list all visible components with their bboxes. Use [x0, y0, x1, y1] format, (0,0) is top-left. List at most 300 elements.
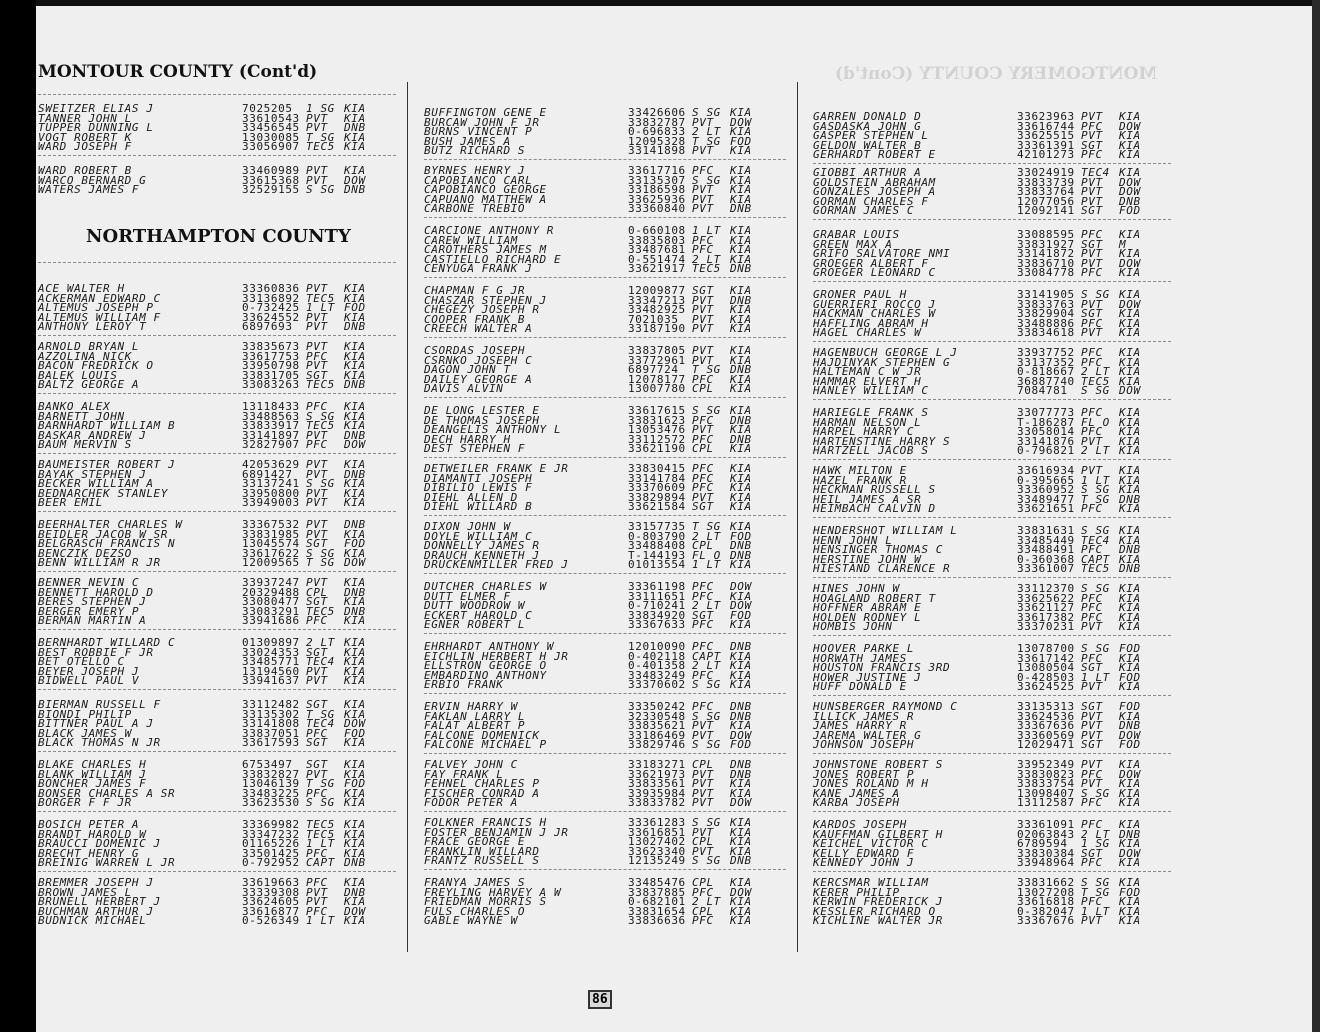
roster-rank: S SG	[692, 854, 721, 868]
roster-serial-number: 12029471	[1017, 738, 1075, 752]
roster-name: JONES ROBERT P	[813, 767, 915, 781]
group-divider	[813, 695, 1171, 696]
group-divider	[38, 811, 396, 812]
group-divider	[813, 459, 1171, 460]
roster-rank: SGT	[692, 284, 714, 297]
roster-name: CAREW WILLIAM	[424, 233, 518, 247]
roster-serial-number: T-144193	[628, 548, 686, 562]
roster-rank: SGT	[692, 500, 714, 514]
roster-serial-number: 12092141	[1017, 204, 1075, 218]
roster-status: KIA	[344, 827, 366, 841]
roster-serial-number: 33487681	[628, 243, 686, 257]
roster-name: HALTEMAN C W JR	[813, 365, 922, 379]
roster-name: FRACE GEORGE E	[424, 835, 526, 849]
roster-rank: PVT	[1081, 719, 1103, 733]
roster-rank: S SG	[1081, 582, 1110, 595]
roster-serial-number: 0-428503	[1017, 670, 1075, 684]
roster-status: DNB	[730, 293, 752, 307]
roster-serial-number: 33617615	[628, 404, 686, 417]
roster-serial-number: 33831927	[1017, 237, 1075, 251]
roster-serial-number: 12078177	[628, 372, 686, 386]
roster-status: FOD	[730, 134, 752, 148]
northampton-county-heading: NORTHAMPTON COUNTY	[86, 226, 351, 247]
roster-serial-number: 33621127	[1017, 601, 1075, 615]
roster-rank: PVT	[306, 310, 328, 324]
roster-serial-number: 33360952	[1017, 483, 1075, 497]
roster-status: KIA	[730, 164, 752, 177]
roster-serial-number: 33616877	[242, 904, 300, 918]
roster-name: BEERHALTER CHARLES W	[38, 518, 183, 531]
roster-rank: TEC4	[1081, 533, 1110, 547]
roster-status: DNB	[730, 854, 752, 868]
roster-name: JAMES HARRY R	[813, 719, 907, 733]
roster-serial-number: 33112482	[242, 698, 300, 711]
roster-serial-number: 33367633	[628, 618, 686, 632]
roster-name: CAPOBIANCO GEORGE	[424, 183, 547, 197]
roster-serial-number: 33367636	[1017, 719, 1075, 733]
roster-status: KIA	[730, 173, 752, 187]
roster-status: KIA	[344, 846, 366, 860]
roster-status: KIA	[344, 837, 366, 851]
roster-status: KIA	[344, 546, 366, 560]
roster-rank: PVT	[1081, 620, 1103, 634]
roster-status: KIA	[1119, 464, 1141, 477]
group-divider	[424, 693, 786, 694]
roster-serial-number: 33830415	[628, 462, 686, 475]
roster-name: HAWK MILTON E	[813, 464, 907, 477]
roster-status: KIA	[1119, 904, 1141, 918]
roster-serial-number: 33625515	[1017, 129, 1075, 143]
roster-serial-number: 33361007	[1017, 562, 1075, 576]
roster-rank: S SG	[692, 709, 721, 723]
roster-status: KIA	[730, 618, 752, 632]
roster-rank: CPL	[692, 539, 714, 553]
roster-name: HAGEL CHARLES W	[813, 326, 922, 340]
roster-status: KIA	[730, 233, 752, 247]
roster-serial-number: 13194560	[242, 664, 300, 678]
roster-rank: 1 LT	[692, 224, 721, 237]
roster-name: DIXON JOHN W	[424, 520, 511, 533]
roster-status: KIA	[1119, 247, 1141, 261]
roster-rank: PFC	[1081, 610, 1103, 624]
roster-status: KIA	[1119, 610, 1141, 624]
roster-name: BLAKE CHARLES H	[38, 758, 147, 771]
roster-serial-number: 33141876	[1017, 434, 1075, 448]
roster-serial-number: 42101273	[1017, 148, 1075, 162]
roster-rank: PVT	[1081, 777, 1103, 791]
group-divider	[38, 511, 396, 512]
roster-serial-number: 33624552	[242, 310, 300, 324]
roster-rank: PFC	[692, 432, 714, 446]
roster-serial-number: 33186469	[628, 728, 686, 742]
roster-name: CHEGEZY JOSEPH R	[424, 303, 540, 317]
roster-serial-number: 33616851	[628, 825, 686, 839]
roster-rank: TEC4	[306, 655, 335, 669]
roster-name: HEIMBACH CALVIN D	[813, 502, 936, 516]
roster-status: KIA	[1119, 591, 1141, 605]
group-divider	[38, 629, 396, 630]
roster-name: BEST ROBBIE F JR	[38, 645, 154, 659]
roster-name: HENN JOHN L	[813, 533, 893, 547]
roster-serial-number: 13080504	[1017, 661, 1075, 675]
roster-rank: SGT	[1081, 307, 1103, 321]
roster-status: FOD	[1119, 700, 1141, 713]
roster-rank: PVT	[1081, 247, 1103, 261]
roster-serial-number: 33080477	[242, 595, 300, 609]
roster-name: ALTEMUS JOSEPH P	[38, 301, 154, 315]
group-divider	[813, 281, 1171, 282]
roster-status: KIA	[730, 192, 752, 206]
roster-serial-number: 13030085	[242, 130, 300, 144]
roster-rank: PFC	[1081, 591, 1103, 605]
roster-rank: 1 SG	[306, 102, 335, 115]
roster-rank: 2 LT	[692, 529, 721, 543]
roster-rank: TEC4	[1081, 166, 1110, 179]
roster-name: BET OTELLO C	[38, 655, 125, 669]
roster-rank: T SG	[1081, 492, 1110, 506]
roster-status: KIA	[1119, 138, 1141, 152]
roster-serial-number: 42053629	[242, 458, 300, 471]
roster-status: KIA	[730, 558, 752, 572]
roster-serial-number: 33488886	[1017, 316, 1075, 330]
roster-serial-number: 33083263	[242, 378, 300, 392]
roster-name: DIAMANTI JOSEPH	[424, 471, 533, 485]
roster-serial-number: 0-682101	[628, 895, 686, 909]
roster-serial-number: 33360836	[242, 282, 300, 295]
page-number: 86	[588, 990, 612, 1009]
roster-name: HEIL JAMES A SR	[813, 492, 922, 506]
roster-rank: PFC	[692, 580, 714, 593]
roster-name: KELLY EDWARD F	[813, 846, 915, 860]
roster-rank: TEC4	[306, 717, 335, 731]
roster-rank: CPL	[692, 442, 714, 456]
roster-serial-number: 01165226	[242, 837, 300, 851]
roster-status: DNB	[344, 183, 366, 197]
roster-status: DNB	[730, 640, 752, 653]
roster-serial-number: 33367676	[1017, 914, 1075, 928]
roster-rank: PFC	[692, 885, 714, 899]
roster-rank: PVT	[692, 202, 714, 216]
roster-status: FOD	[730, 529, 752, 543]
roster-name: KANE JAMES A	[813, 786, 900, 800]
roster-status: DNB	[730, 700, 752, 713]
roster-rank: PVT	[306, 320, 328, 334]
roster-rank: SGT	[1081, 661, 1103, 675]
group-divider	[813, 163, 1171, 164]
roster-name: DECH HARRY H	[424, 432, 511, 446]
roster-rank: TEC5	[306, 419, 335, 433]
group-divider	[424, 397, 786, 398]
roster-status: FOD	[344, 537, 366, 551]
roster-status: DNB	[730, 709, 752, 723]
roster-name: FRANYA JAMES S	[424, 876, 526, 889]
roster-name: ACKERMAN EDWARD C	[38, 291, 161, 305]
roster-status: KIA	[344, 786, 366, 800]
roster-rank: PFC	[306, 846, 328, 860]
roster-rank: PFC	[306, 438, 328, 452]
roster-status: DNB	[344, 320, 366, 334]
roster-name: GROEGER ALBERT F	[813, 256, 929, 270]
roster-serial-number: 33488491	[1017, 543, 1075, 557]
roster-name: BUDNICK MICHAEL	[38, 914, 147, 928]
roster-rank: PVT	[692, 728, 714, 742]
roster-status: KIA	[1119, 326, 1141, 340]
roster-name: CAPOBIANCO CARL	[424, 173, 533, 187]
roster-rank: 2 LT	[1081, 827, 1110, 841]
roster-name: DETWEILER FRANK E JR	[424, 462, 569, 475]
roster-rank: T SG	[306, 707, 335, 721]
roster-status: KIA	[1119, 434, 1141, 448]
roster-rank: 2 LT	[692, 599, 721, 613]
roster-rank: PVT	[692, 719, 714, 733]
roster-status: FOD	[344, 777, 366, 791]
roster-status: KIA	[1119, 415, 1141, 429]
roster-name: DUTT WOODROW W	[424, 599, 526, 613]
roster-status: KIA	[730, 786, 752, 800]
roster-status: DOW	[1119, 256, 1141, 270]
roster-serial-number: 32529155	[242, 183, 300, 197]
roster-status: KIA	[344, 130, 366, 144]
roster-rank: 2 LT	[692, 659, 721, 673]
roster-status: KIA	[1119, 533, 1141, 547]
roster-serial-number: 33347232	[242, 827, 300, 841]
roster-rank: PFC	[1081, 355, 1103, 369]
roster-serial-number: 6897724	[628, 363, 679, 377]
roster-status: FOD	[344, 301, 366, 315]
roster-rank: S SG	[1081, 786, 1110, 800]
roster-name: BEER EMIL	[38, 496, 104, 510]
roster-status: KIA	[730, 678, 752, 692]
roster-status: KIA	[730, 423, 752, 437]
roster-status: KIA	[1119, 316, 1141, 330]
roster-serial-number: 12009565	[242, 556, 300, 570]
roster-rank: PVT	[692, 353, 714, 367]
roster-rank: S SG	[692, 173, 721, 187]
group-divider	[813, 753, 1171, 754]
roster-rank: PVT	[692, 423, 714, 437]
roster-status: KIA	[1119, 266, 1141, 280]
roster-rank: PVT	[306, 340, 328, 353]
roster-rank: S SG	[306, 183, 335, 197]
roster-rank: PVT	[692, 322, 714, 336]
roster-name: DEST STEPHEN F	[424, 442, 526, 456]
group-divider	[38, 571, 396, 572]
roster-serial-number: 33830823	[1017, 767, 1075, 781]
roster-rank: PFC	[1081, 818, 1103, 831]
roster-name: GIOBBI ARTHUR A	[813, 166, 922, 179]
roster-rank: 1 LT	[1081, 670, 1110, 684]
roster-status: KIA	[730, 904, 752, 918]
roster-serial-number: 33112572	[628, 432, 686, 446]
roster-name: DUTT ELMER F	[424, 589, 511, 603]
roster-rank: S SG	[692, 106, 721, 119]
roster-status: KIA	[344, 368, 366, 382]
roster-status: KIA	[344, 477, 366, 491]
roster-name: FALAT ALBERT P	[424, 719, 526, 733]
roster-serial-number: 33369982	[242, 818, 300, 831]
roster-status: KIA	[1119, 680, 1141, 694]
roster-serial-number: 33024919	[1017, 166, 1075, 179]
roster-serial-number: 33501425	[242, 846, 300, 860]
roster-serial-number: 33489477	[1017, 492, 1075, 506]
roster-name: FEHNEL CHARLES P	[424, 777, 540, 791]
roster-name: JAREMA WALTER G	[813, 728, 922, 742]
roster-status: KIA	[344, 496, 366, 510]
roster-serial-number: 0-696833	[628, 125, 686, 139]
roster-serial-number: 12095328	[628, 134, 686, 148]
roster-rank: 2 LT	[692, 895, 721, 909]
group-divider	[424, 159, 786, 160]
roster-status: FOD	[1119, 738, 1141, 752]
roster-status: KIA	[730, 589, 752, 603]
group-divider	[38, 335, 396, 336]
roster-rank: PVT	[692, 490, 714, 504]
roster-rank: PVT	[692, 767, 714, 781]
roster-name: CHASZAR STEPHEN J	[424, 293, 547, 307]
roster-status: KIA	[344, 736, 366, 750]
roster-rank: PVT	[306, 467, 328, 481]
roster-serial-number: 33624536	[1017, 709, 1075, 723]
roster-status: KIA	[730, 876, 752, 889]
roster-serial-number: 0-360368	[1017, 552, 1075, 566]
roster-serial-number: 33183271	[628, 758, 686, 771]
roster-name: DIEHL WILLARD B	[424, 500, 533, 514]
roster-name: CENYUGA FRANK J	[424, 262, 533, 276]
roster-rank: PVT	[306, 576, 328, 589]
roster-serial-number: 33186598	[628, 183, 686, 197]
roster-name: CAROTHERS JAMES M	[424, 243, 547, 257]
roster-rank: PFC	[306, 786, 328, 800]
roster-rank: SGT	[306, 698, 328, 711]
roster-status: KIA	[730, 243, 752, 257]
roster-rank: S SG	[1081, 288, 1110, 301]
roster-name: HOFFNER ABRAM E	[813, 601, 922, 615]
roster-status: KIA	[1119, 601, 1141, 615]
roster-name: BECKER WILLIAM A	[38, 477, 154, 491]
roster-rank: SGT	[1081, 700, 1103, 713]
roster-serial-number: 33485449	[1017, 533, 1075, 547]
roster-serial-number: 02063843	[1017, 827, 1075, 841]
roster-status: DNB	[344, 604, 366, 618]
roster-rank: SGT	[306, 736, 328, 750]
roster-name: FALCONE DOMENICK	[424, 728, 540, 742]
roster-status: DNB	[1119, 827, 1141, 841]
roster-serial-number: 33623530	[242, 796, 300, 810]
roster-name: KERWIN FREDERICK J	[813, 895, 944, 909]
northampton-heading-rule	[38, 262, 396, 263]
roster-status: DOW	[1119, 728, 1141, 742]
roster-name: FRIEDMAN MORRIS S	[424, 895, 547, 909]
roster-rank: PVT	[306, 111, 328, 125]
roster-name: HAMMAR ELVERT H	[813, 374, 922, 388]
roster-status: DOW	[1119, 297, 1141, 311]
roster-serial-number: 0-732425	[242, 301, 300, 315]
roster-serial-number: 33831705	[242, 368, 300, 382]
roster-status: KIA	[730, 481, 752, 495]
roster-rank: T SG	[692, 363, 721, 377]
roster-name: HUNSBERGER RAYMOND C	[813, 700, 958, 713]
roster-name: DAILEY GEORGE A	[424, 372, 533, 386]
roster-status: KIA	[344, 527, 366, 541]
roster-rank: PVT	[306, 486, 328, 500]
roster-rank: S SG	[1081, 524, 1110, 537]
roster-name: HOUSTON FRANCIS 3RD	[813, 661, 951, 675]
roster-status: KIA	[344, 576, 366, 589]
roster-serial-number: 12009877	[628, 284, 686, 297]
roster-rank: CAPT	[692, 649, 721, 663]
roster-name: EGNER ROBERT L	[424, 618, 526, 632]
roster-serial-number: 33370231	[1017, 620, 1075, 634]
roster-name: ELLSTRON GEORGE O	[424, 659, 547, 673]
roster-name: BENN WILLIAM R JR	[38, 556, 161, 570]
roster-serial-number: 33361091	[1017, 818, 1075, 831]
roster-serial-number: 33941686	[242, 614, 300, 628]
roster-rank: SGT	[306, 645, 328, 659]
roster-status: KIA	[344, 636, 366, 649]
roster-name: GROEGER LEONARD C	[813, 266, 936, 280]
roster-status: DNB	[1119, 194, 1141, 208]
roster-status: DOW	[730, 728, 752, 742]
roster-name: BREINIG WARREN L JR	[38, 856, 176, 870]
roster-status: FOD	[730, 738, 752, 752]
roster-serial-number: 33483225	[242, 786, 300, 800]
roster-status: FOD	[1119, 885, 1141, 899]
roster-serial-number: 20329488	[242, 585, 300, 599]
roster-name: BUCHMAN ARTHUR J	[38, 904, 154, 918]
group-divider	[424, 811, 786, 812]
roster-status: KIA	[730, 442, 752, 456]
roster-name: ARNOLD BRYAN L	[38, 340, 140, 353]
roster-name: BERES STEPHEN J	[38, 595, 147, 609]
roster-status: KIA	[1119, 374, 1141, 388]
group-divider	[813, 399, 1171, 400]
roster-name: DE THOMAS JOSEPH	[424, 413, 540, 427]
roster-status: FOD	[730, 608, 752, 622]
roster-serial-number: 33837885	[628, 885, 686, 899]
roster-status: KIA	[344, 664, 366, 678]
roster-status: DNB	[344, 518, 366, 531]
roster-name: BELGRASCH FRANCIS N	[38, 537, 176, 551]
roster-name: KARBA JOSEPH	[813, 796, 900, 810]
roster-status: KIA	[344, 400, 366, 413]
roster-status: DNB	[730, 432, 752, 446]
roster-rank: CAPT	[306, 856, 335, 870]
roster-rank: PFC	[1081, 425, 1103, 439]
roster-status: KIA	[1119, 365, 1141, 379]
roster-name: FREYLING HARVEY A W	[424, 885, 562, 899]
roster-status: DNB	[344, 885, 366, 899]
roster-rank: T SG	[306, 777, 335, 791]
roster-status: DNB	[730, 758, 752, 771]
roster-serial-number: 33617622	[242, 546, 300, 560]
roster-rank: SGT	[1081, 846, 1103, 860]
roster-status: DOW	[1119, 846, 1141, 860]
roster-rank: PFC	[1081, 601, 1103, 615]
roster-name: HOWER JUSTINE J	[813, 670, 922, 684]
roster-name: HINES JOHN W	[813, 582, 900, 595]
roster-rank: S SG	[692, 816, 721, 829]
roster-serial-number: 33837805	[628, 344, 686, 357]
roster-rank: PFC	[692, 618, 714, 632]
roster-rank: FL O	[692, 548, 721, 562]
roster-serial-number: 33831654	[628, 904, 686, 918]
roster-status: KIA	[344, 914, 366, 928]
roster-name: BRANDT HAROLD W	[38, 827, 147, 841]
roster-status: KIA	[1119, 288, 1141, 301]
roster-serial-number: 33834618	[1017, 326, 1075, 340]
roster-serial-number: 33187190	[628, 322, 686, 336]
roster-name: HOOVER PARKE L	[813, 642, 915, 655]
